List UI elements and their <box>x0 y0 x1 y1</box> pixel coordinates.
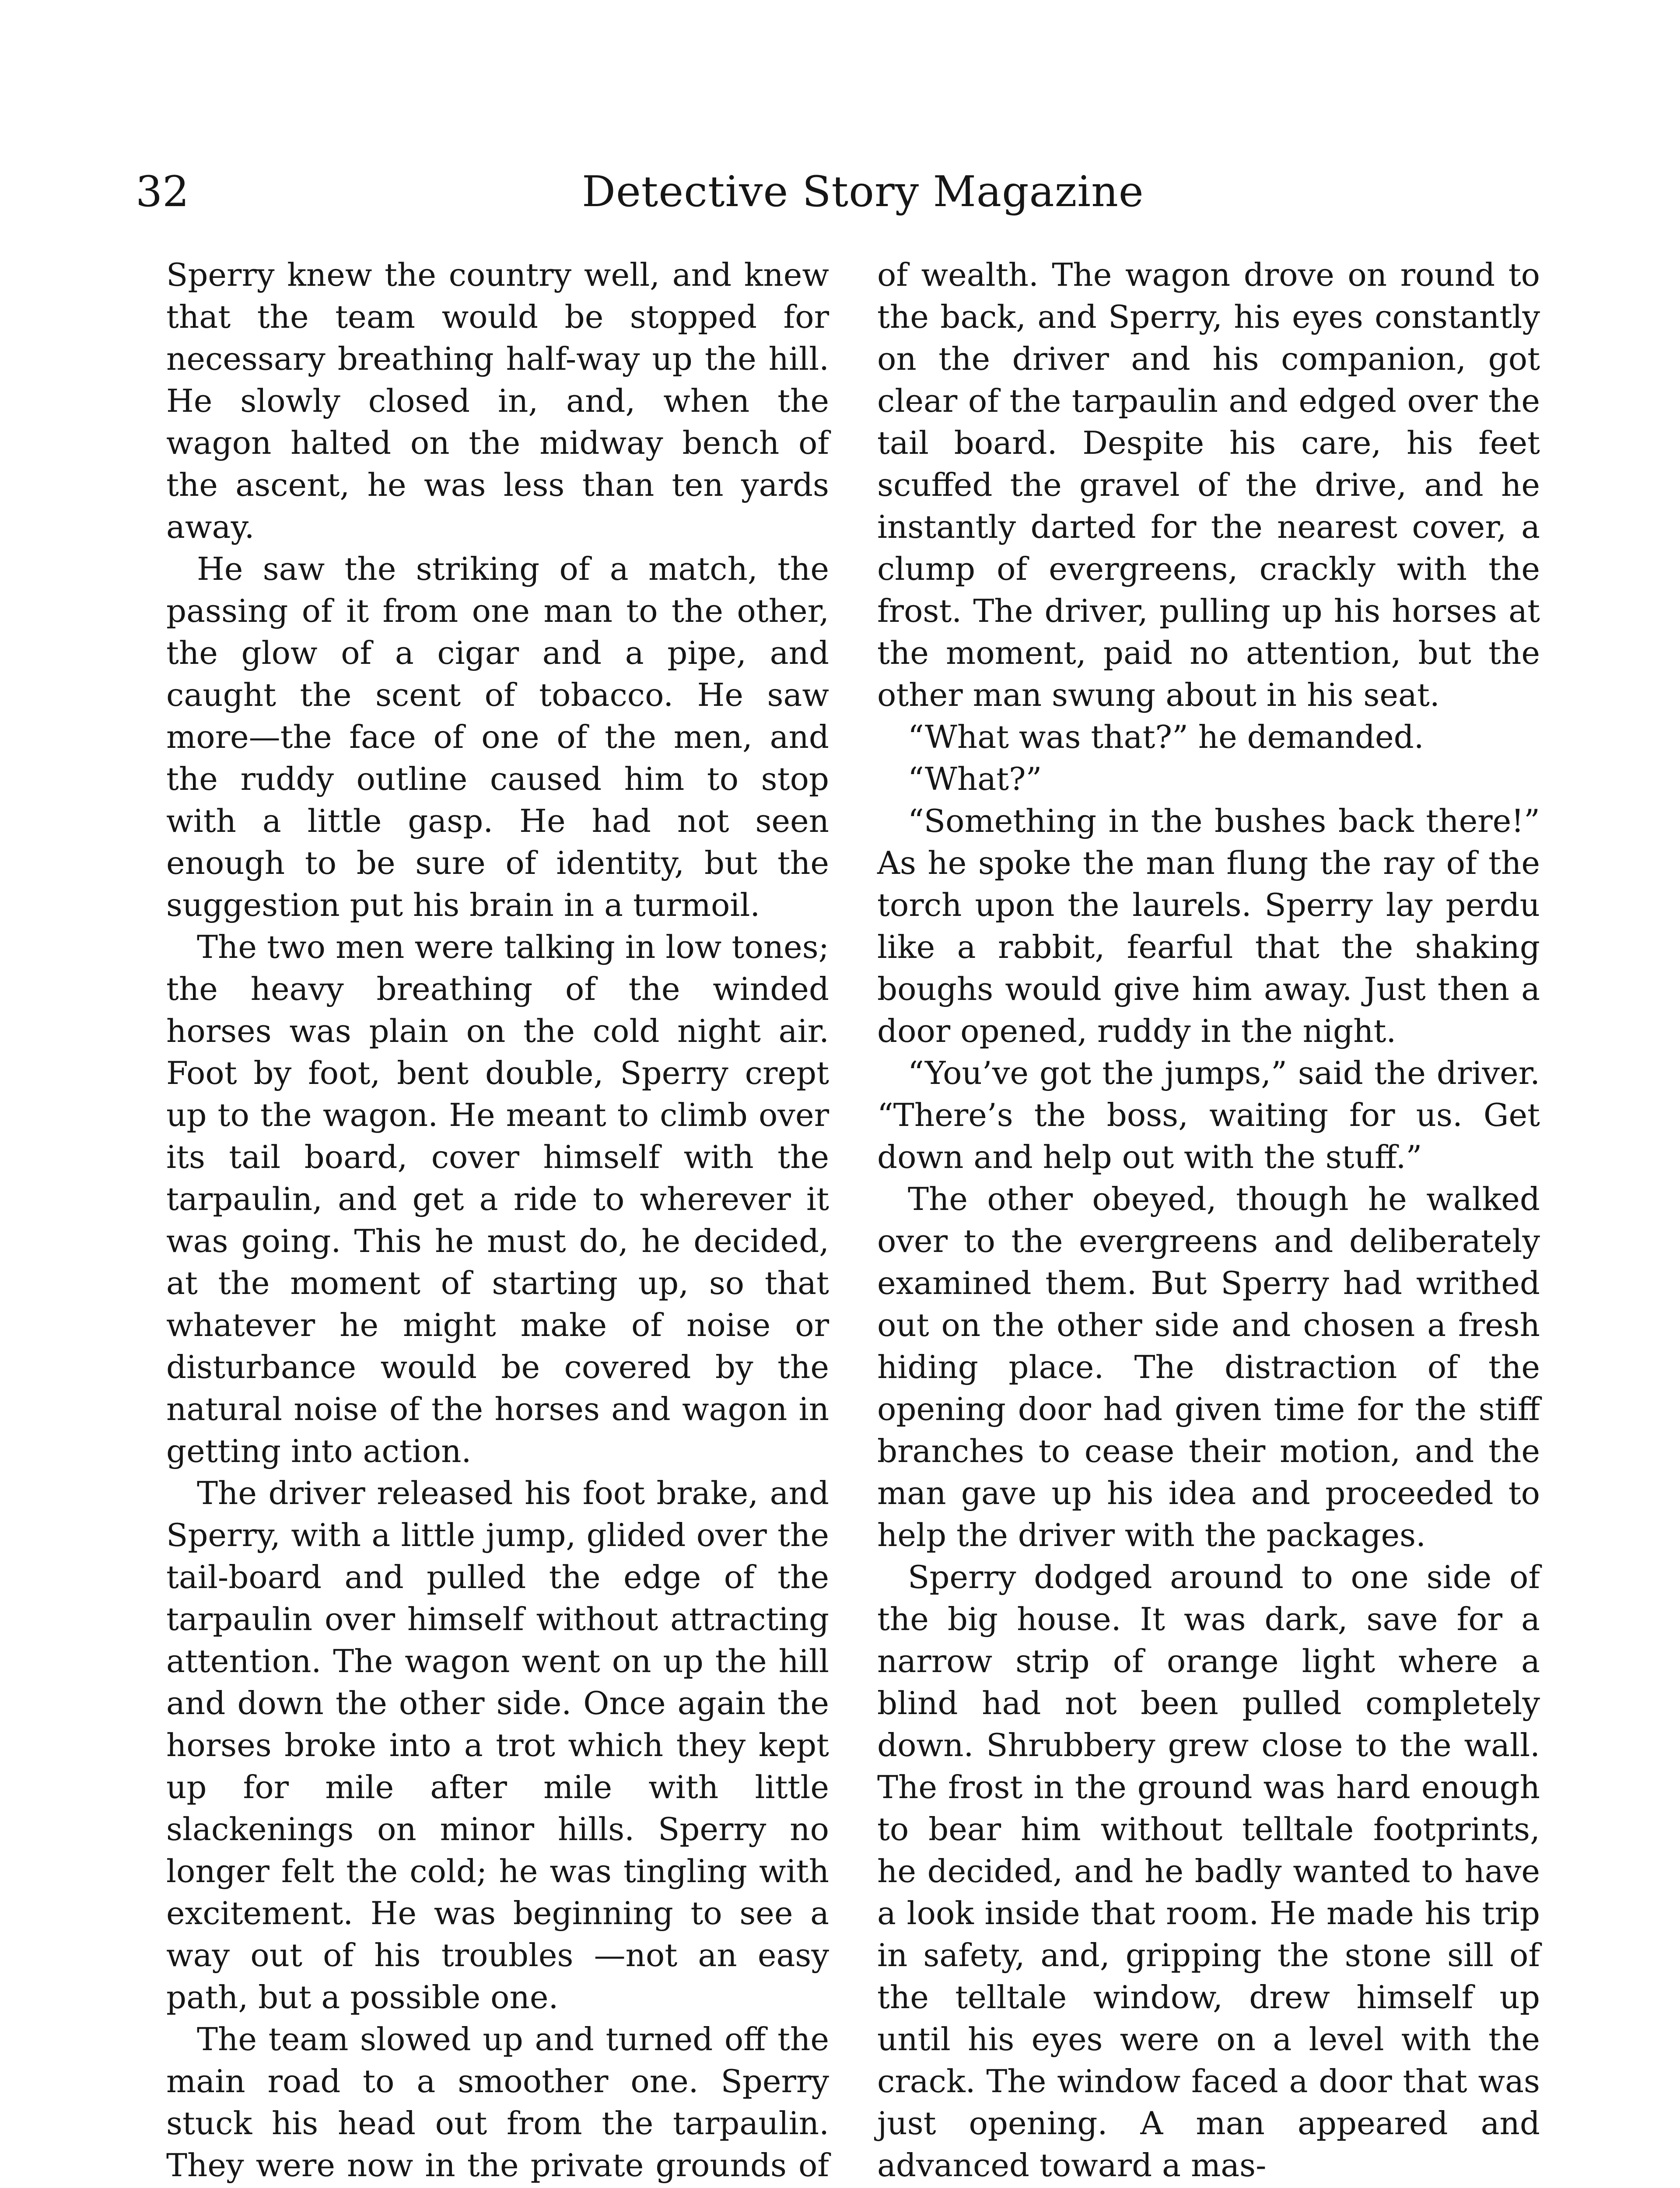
paragraph: of wealth. The wagon drove on round to the back, and Sperry, his eyes constantly on the driver and his companion, got clear of the tarpaulin and edged over the tail board. Despite his care, his feet scuffed the gravel of the drive, and he instantly darted for the nearest cover, a clump of evergreens, crackly with the frost. The driver, pulling up his horses at the moment, paid no attention, but the other man swung about in his seat. <box>877 256 1540 713</box>
paragraph: “You’ve got the jumps,” said the driver. “There’s the boss, waiting for us. Get down and help out with the stuff.” <box>877 1055 1540 1175</box>
paragraph: The team slowed up and turned off the main road to a smoother one. Sperry stuck his head out from the tarpaulin. They were now in the private grounds of <box>166 2021 829 2184</box>
paragraph: Sperry knew the country well, and knew that the team would be stopped for necessary breathing half-way up the hill. He slowly closed in, and, when the wagon halted on the midway bench of the ascent, he was less than ten yards away. <box>166 256 829 545</box>
text-column-right <box>877 254 1540 2186</box>
paragraph: The other obeyed, though he walked over to the evergreens and deliberately examined them. But Sperry had writhed out on the other side and chosen a fresh hiding place. The distraction of the opening door had given time for the stiff branches to cease their motion, and the man gave up his idea and proceeded to help the driver with the packages. <box>877 1181 1540 1553</box>
paragraph: “What?” <box>908 761 1042 797</box>
paragraph: The driver released his foot brake, and Sperry, with a little jump, glided over the tail-board and pulled the edge of the tarpaulin over himself without attracting attention. The wagon went on up the hill and down the other side. Once again the horses broke into a trot which they kept up for mile after mile with little slackenings on minor hills. Sperry no longer felt the cold; he was tingling with excitement. He was beginning to see a way out of his troubles —not an easy path, but a possible one. <box>166 1475 829 2016</box>
paragraph: Sperry dodged around to one side of the big house. It was dark, save for a narrow strip of orange light where a blind had not been pulled completely down. Shrubbery grew close to the wall. The frost in the ground was hard enough to bear him without telltale footprints, he decided, and he badly wanted to have a look inside that room. He made his trip in safety, and, gripping the stone sill of the telltale window, drew himself up until his eyes were on a level with the crack. The window faced a door that was just opening. A man appeared and advanced toward a mas- <box>877 1559 1540 2184</box>
paragraph: “What was that?” he demanded. <box>908 719 1424 755</box>
paragraph: “Something in the bushes back there!” As he spoke the man flung the ray of the torch upon the laurels. Sperry lay perdu like a rabbit, fearful that the shaking boughs would give him away. Just then a door opened, ruddy in the night. <box>877 803 1540 1049</box>
paragraph: The two men were talking in low tones; the heavy breathing of the winded horses was plain on the cold night air. Foot by foot, bent double, Sperry crept up to the wagon. He meant to climb over its tail board, cover himself with the tarpaulin, and get a ride to wherever it was going. This he must do, he decided, at the moment of starting up, so that whatever he might make of noise or disturbance would be covered by the natural noise of the horses and wagon in getting into action. <box>166 929 829 1469</box>
text-column-left <box>166 254 829 2188</box>
paragraph: He saw the striking of a match, the passing of it from one man to the other, the glow of a cigar and a pipe, and caught the scent of tobacco. He saw more—the face of one of the men, and the ruddy outline caused him to stop with a little gasp. He had not seen enough to be sure of identity, but the suggestion put his brain in a turmoil. <box>166 551 829 923</box>
page-title: Detective Story Magazine <box>582 167 1144 216</box>
page-number: 32 <box>136 167 189 216</box>
